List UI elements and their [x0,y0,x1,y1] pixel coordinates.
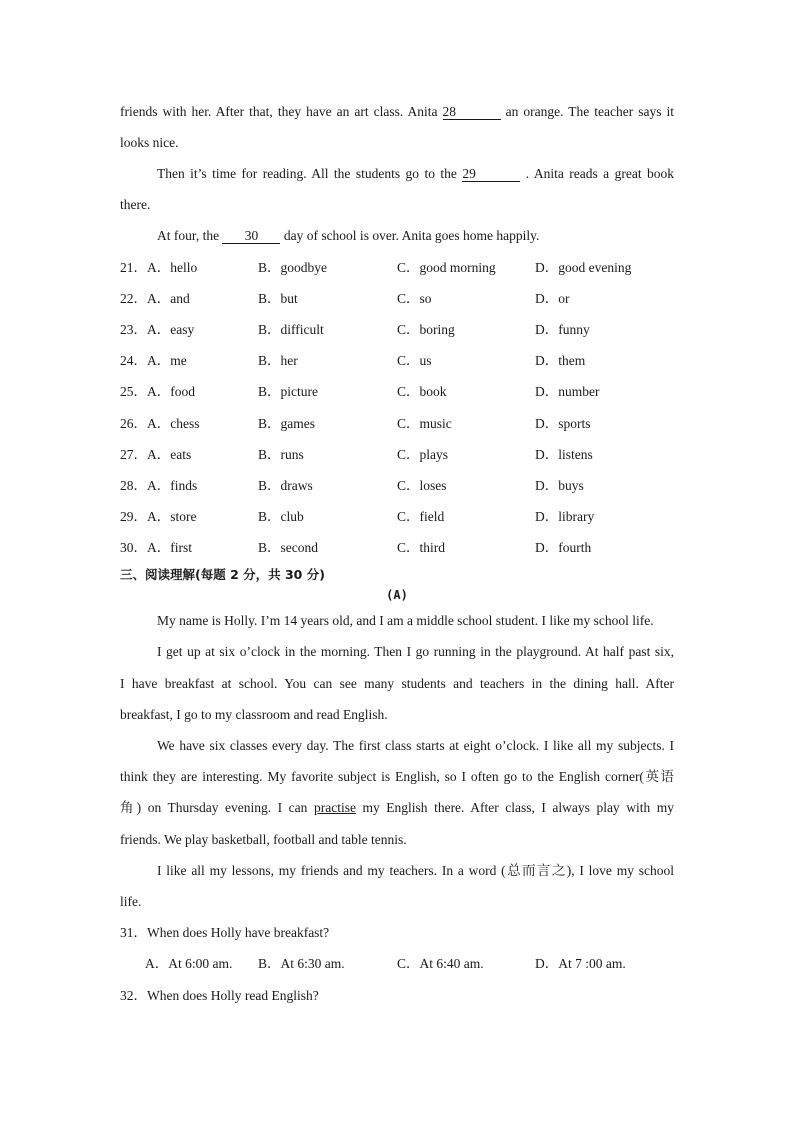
option-b: B．her [258,353,298,368]
question-32: 32．When does Holly read English? [120,988,319,1003]
question-number: 29． [120,509,147,524]
reading-line: breakfast, I go to my classroom and read English. [120,707,388,722]
cloze-line-5 [157,227,674,245]
option-d: D．buys [535,478,584,493]
option-d: D．them [535,353,586,368]
option-c: C．good morning [397,260,496,275]
option-b: B．games [258,416,315,431]
option-c: C．loses [397,478,447,493]
option-a: A．store [147,509,197,524]
question-number: 24． [120,353,147,368]
option-a: A．food [147,384,195,399]
option-row [120,321,680,339]
reading-line: We have six classes every day. The first class starts at eight o’clock. I like all my subjects. I [157,738,674,753]
option-row [120,415,680,433]
option-b: B．club [258,509,304,524]
option-row [120,383,680,401]
question-number: 30． [120,540,147,555]
question-number: 21． [120,260,147,275]
option-a: A．first [147,540,192,555]
cloze-line-3 [157,165,674,183]
option-c: C．plays [397,447,449,462]
option-row [120,259,680,277]
option-b: B．picture [258,384,318,399]
underlined-word: practise [313,800,356,815]
option-c: C．field [397,509,445,524]
option-a: A．eats [147,447,192,462]
option-row [120,290,680,308]
option-c: C．boring [397,322,455,337]
cloze-line-1 [120,103,674,121]
option-c: C．At 6:40 am. [397,956,484,971]
option-row [120,352,680,370]
cloze-text: Then it’s time for reading. All the students go to the [157,166,457,181]
option-d: D．funny [535,322,590,337]
option-d: D．good evening [535,260,632,275]
option-a: A．chess [147,416,200,431]
option-b: B．draws [258,478,313,493]
option-d: D．number [535,384,600,399]
option-c: C．us [397,353,432,368]
question-number: 27． [120,447,147,462]
reading-line: friends. We play basketball, football and table tennis. [120,832,407,847]
blank-30: 30 [222,228,280,244]
reading-text: my English there. After class, I always play with my [362,800,675,815]
cloze-text: an orange. The teacher says it [505,104,674,119]
option-d: D．listens [535,447,593,462]
option-d: D．At 7 :00 am. [535,956,626,971]
reading-line: I like all my lessons, my friends and my teachers. In a word (总而言之), I love my school [157,863,674,878]
cloze-text: friends with her. After that, they have an art class. Anita [120,104,438,119]
option-a: A．finds [147,478,198,493]
cloze-line-4: there. [120,197,151,212]
reading-line: think they are interesting. My favorite subject is English, so I often go to the English corner(英语 [120,769,674,784]
passage-label: (A) [386,588,408,602]
question-number: 26． [120,416,147,431]
option-d: D．fourth [535,540,592,555]
cloze-text: day of school is over. Anita goes home happily. [283,228,540,243]
option-row [120,539,680,557]
option-a: A．me [147,353,187,368]
question-number: 23． [120,322,147,337]
option-row [120,446,680,464]
option-c: C．so [397,291,432,306]
reading-line [120,799,674,817]
reading-line: I have breakfast at school. You can see many students and teachers in the dining hall. After [120,676,674,691]
question-number: 25． [120,384,147,399]
section-title: 三、阅读理解(每题 2 分，共 30 分) [120,567,325,582]
reading-line: life. [120,894,142,909]
cloze-text: At four, the [157,228,220,243]
reading-line: I get up at six o’clock in the morning. Then I go running in the playground. At half past six, [157,644,674,659]
answer-row-31 [145,955,685,973]
option-row [120,508,680,526]
option-b: B．second [258,540,318,555]
option-a: A．and [147,291,190,306]
cloze-text: . Anita reads a great book [525,166,675,181]
option-c: C．music [397,416,452,431]
option-a: A．easy [147,322,195,337]
option-c: C．third [397,540,446,555]
question-31: 31．When does Holly have breakfast? [120,925,330,940]
option-b: B．but [258,291,298,306]
option-c: C．book [397,384,447,399]
option-a: A．At 6:00 am. [145,956,233,971]
option-b: B．runs [258,447,304,462]
option-b: B．At 6:30 am. [258,956,345,971]
option-b: B．difficult [258,322,324,337]
option-row [120,477,680,495]
question-number: 22． [120,291,147,306]
blank-29: 29 [462,166,520,182]
option-d: D．or [535,291,570,306]
question-number: 28． [120,478,147,493]
reading-line: My name is Holly. I’m 14 years old, and I am a middle school student. I like my school life. [157,613,654,628]
blank-28: 28 [443,104,501,120]
option-a: A．hello [147,260,198,275]
reading-text: 角) on Thursday evening. I can [120,800,308,815]
cloze-line-2: looks nice. [120,135,179,150]
option-b: B．goodbye [258,260,327,275]
option-d: D．sports [535,416,591,431]
option-d: D．library [535,509,595,524]
